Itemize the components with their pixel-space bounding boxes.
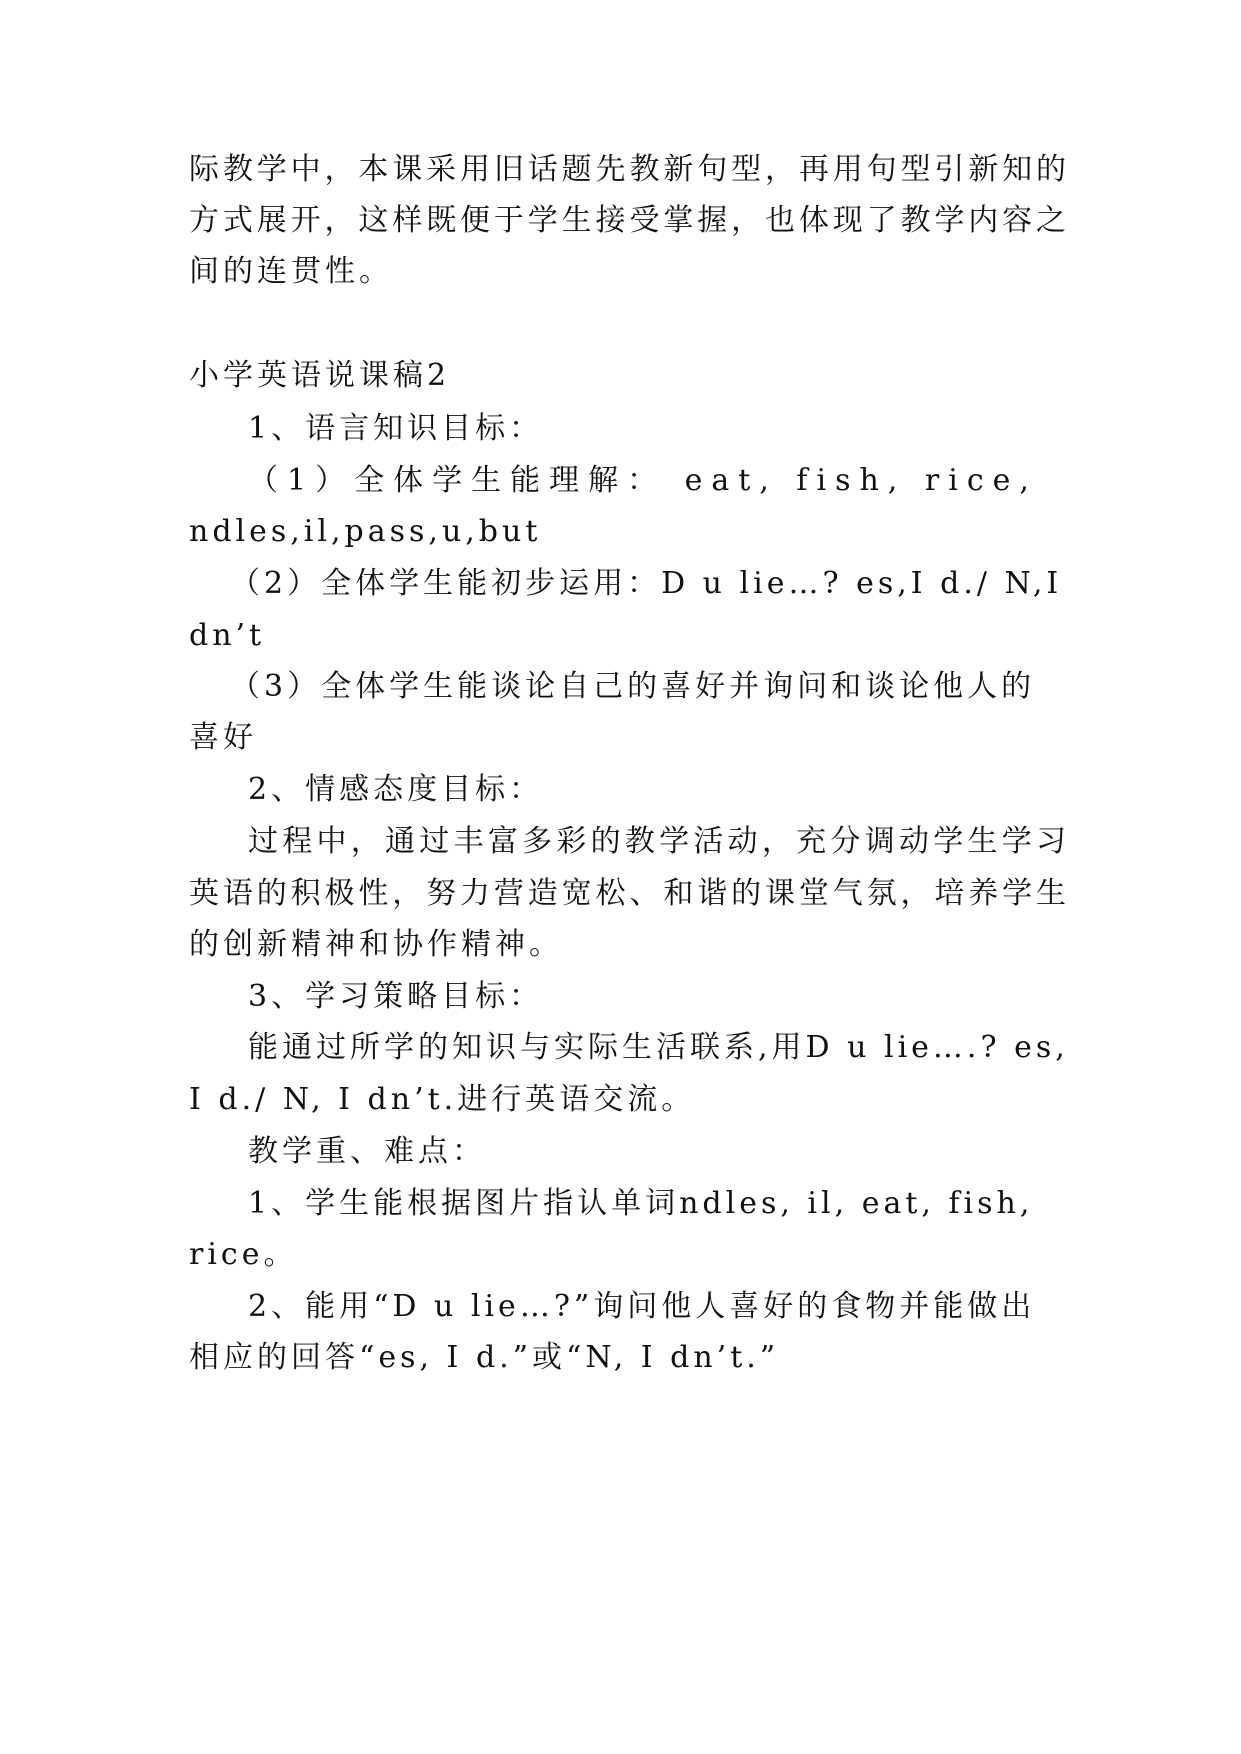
paragraph-line: 过程中，通过丰富多彩的教学活动，充分调动学生学习 bbox=[248, 824, 1069, 859]
subheading-line: 2、情感态度目标： bbox=[248, 772, 544, 807]
paragraph-line: I d./ N, I dn’t.进行英语交流。 bbox=[189, 1082, 696, 1117]
subheading-line: 3、学习策略目标： bbox=[248, 979, 544, 1014]
paragraph-line: （1）全体学生能理解： eat, fish, rice, bbox=[248, 463, 1038, 498]
paragraph-line: 喜好 bbox=[189, 720, 257, 755]
paragraph-line: 能通过所学的知识与实际生活联系,用D u lie….? es, bbox=[248, 1030, 1069, 1065]
paragraph-line: 方式展开，这样既便于学生接受掌握，也体现了教学内容之 bbox=[189, 203, 1069, 238]
paragraph-line: （2）全体学生能初步运用：D u lie…? es,I d./ N,I bbox=[230, 566, 1063, 601]
paragraph-line: 相应的回答“es, I d.”或“N, I dn’t.” bbox=[189, 1340, 780, 1375]
subheading-line: 教学重、难点： bbox=[248, 1134, 486, 1169]
paragraph-line: ndles,il,pass,u,but bbox=[189, 514, 542, 549]
paragraph-line: 2、能用“D u lie…?”询问他人喜好的食物并能做出 bbox=[248, 1289, 1036, 1324]
section-title: 小学英语说课稿2 bbox=[189, 358, 451, 393]
paragraph-line: 间的连贯性。 bbox=[189, 254, 393, 289]
paragraph-line: 1、学生能根据图片指认单词ndles, il, eat, fish, bbox=[248, 1186, 1034, 1221]
subheading-line: 1、语言知识目标： bbox=[248, 411, 544, 446]
paragraph-line: （3）全体学生能谈论自己的喜好并询问和谈论他人的 bbox=[230, 669, 1036, 704]
paragraph-line: 际教学中，本课采用旧话题先教新句型，再用句型引新知的 bbox=[189, 152, 1069, 187]
paragraph-line: dn’t bbox=[189, 618, 266, 653]
paragraph-line: 英语的积极性，努力营造宽松、和谐的课堂气氛，培养学生 bbox=[189, 876, 1069, 911]
paragraph-line: rice。 bbox=[189, 1237, 298, 1272]
paragraph-line: 的创新精神和协作精神。 bbox=[189, 927, 563, 962]
